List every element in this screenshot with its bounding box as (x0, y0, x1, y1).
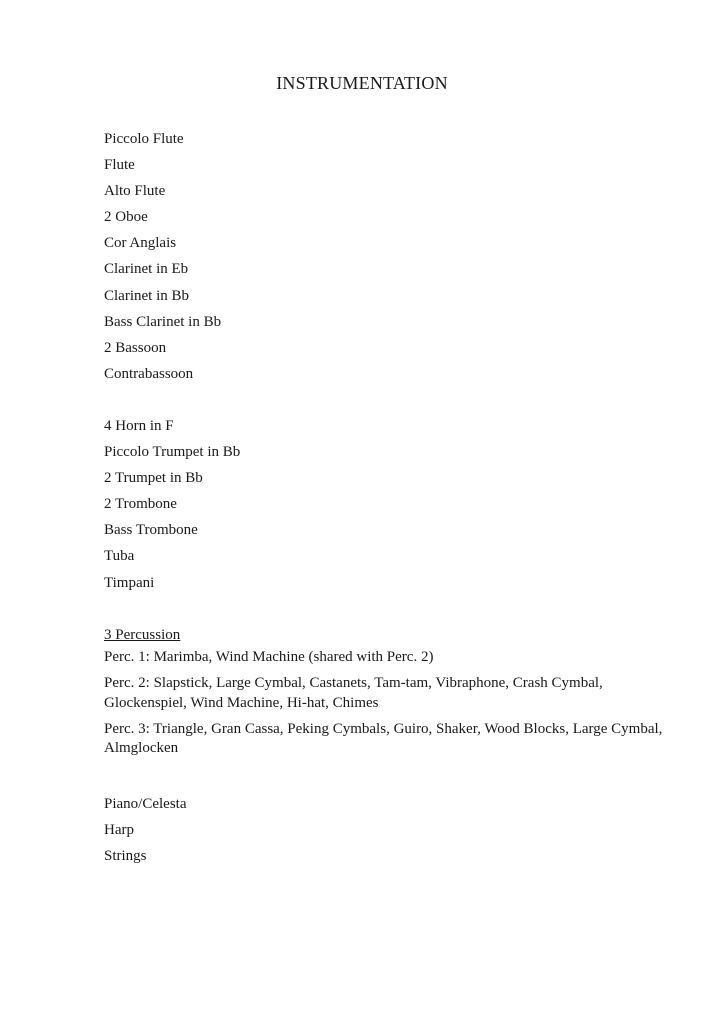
list-item: Timpani (104, 574, 155, 591)
list-item: Harp (104, 822, 134, 839)
list-item: Clarinet in Bb (104, 287, 189, 304)
percussion-section (104, 622, 664, 765)
list-item: Strings (104, 848, 147, 865)
brass-list (104, 413, 664, 596)
list-item: Piano/Celesta (104, 796, 187, 812)
list-item: Cor Anglais (104, 235, 177, 252)
list-item: Bass Trombone (104, 522, 198, 539)
keys-strings-list (104, 791, 664, 869)
percussion-entry: Perc. 2: Slapstick, Large Cymbal, Castanets, Tam-tam, Vibraphone, Crash Cymbal, Glockenspiel, Wind Machine, Hi-hat, Chimes (104, 675, 603, 711)
percussion-heading: 3 Percussion (104, 627, 181, 643)
list-item: Contrabassoon (104, 365, 194, 382)
list-item: Alto Flute (104, 183, 166, 200)
list-item: 4 Horn in F (104, 418, 174, 434)
list-item: Piccolo Trumpet in Bb (104, 444, 241, 461)
list-item: Piccolo Flute (104, 131, 184, 147)
list-item: Tuba (104, 548, 135, 565)
list-item: 2 Bassoon (104, 339, 167, 356)
percussion-entry: Perc. 3: Triangle, Gran Cassa, Peking Cymbals, Guiro, Shaker, Wood Blocks, Large Cymbal, Almglocken (104, 720, 663, 756)
list-item: Flute (104, 157, 135, 174)
list-item: Clarinet in Eb (104, 261, 189, 278)
percussion-entry: Perc. 1: Marimba, Wind Machine (shared with Perc. 2) (104, 649, 434, 665)
list-item: Bass Clarinet in Bb (104, 313, 222, 330)
page-title: INSTRUMENTATION (276, 73, 448, 93)
list-item: 2 Trumpet in Bb (104, 470, 203, 487)
list-item: 2 Oboe (104, 209, 148, 226)
woodwinds-list (104, 126, 664, 387)
list-item: 2 Trombone (104, 496, 177, 513)
